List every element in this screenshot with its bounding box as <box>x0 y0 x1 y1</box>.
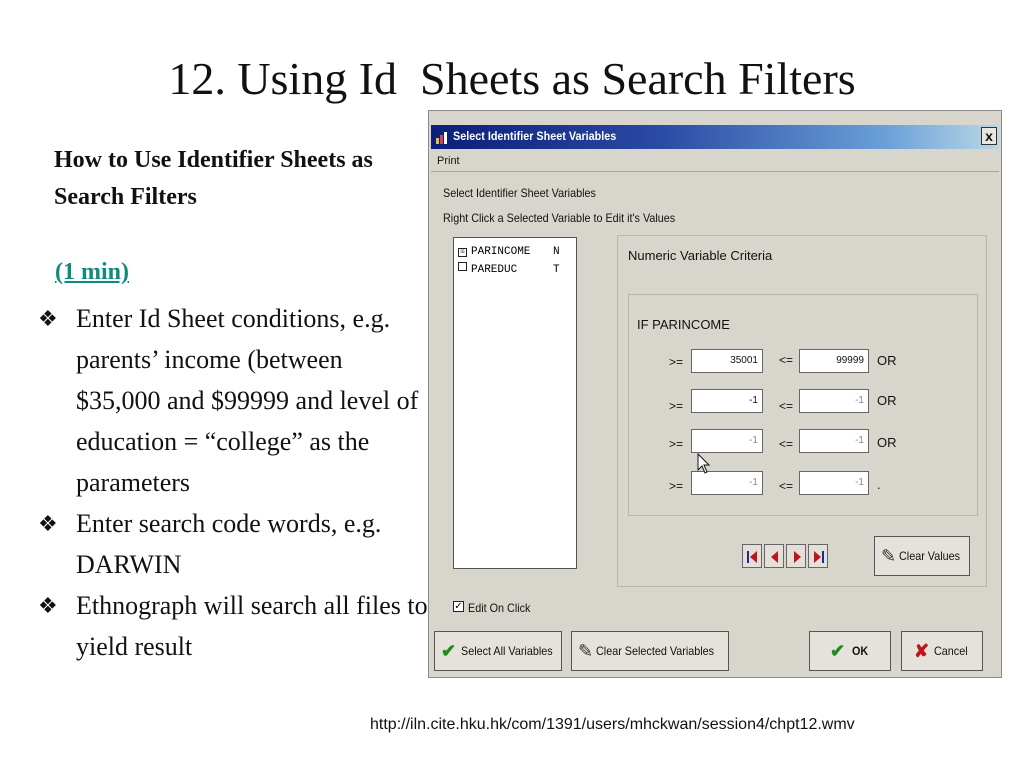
variable-list[interactable] <box>453 237 577 569</box>
last-record-button[interactable] <box>808 544 828 568</box>
checkmark-icon: ✔ <box>830 641 846 661</box>
eraser-pencil-icon: ✎ <box>578 641 594 661</box>
menu-print[interactable]: Print <box>437 155 460 167</box>
bullet-text: Ethnograph will search all files to yield result <box>76 591 428 661</box>
edit-on-click-label[interactable]: Edit On Click <box>468 601 531 615</box>
ge-input[interactable]: 35001 <box>691 349 763 373</box>
bullet-item <box>38 503 433 585</box>
close-icon: x <box>985 128 993 144</box>
source-url[interactable]: http://iln.cite.hku.hk/com/1391/users/mhckwan/session4/chpt12.wmv <box>370 716 855 733</box>
criteria-panel <box>617 235 987 587</box>
le-label: <= <box>779 399 794 413</box>
bullet-text: Enter search code words, e.g. DARWIN <box>76 509 382 579</box>
clear-values-button[interactable] <box>874 536 970 576</box>
le-input[interactable]: -1 <box>799 429 869 453</box>
previous-record-button[interactable] <box>764 544 784 568</box>
bullet-item <box>38 298 433 503</box>
diamond-bullet-icon: ❖ <box>38 511 58 536</box>
clear-selected-button[interactable] <box>571 631 729 671</box>
last-bar-icon <box>822 551 824 563</box>
le-input[interactable]: 99999 <box>799 349 869 373</box>
edit-on-click-checkbox[interactable] <box>453 601 464 612</box>
eraser-pencil-icon: ✎ <box>881 546 897 566</box>
checkmark-icon: ✔ <box>441 641 457 661</box>
variable-name: PAREDUC <box>471 264 518 276</box>
bullet-item <box>38 585 433 667</box>
ge-label: >= <box>669 479 684 493</box>
variable-name: PARINCOME <box>471 246 531 258</box>
variable-type: T <box>553 264 560 276</box>
criteria-title: Numeric Variable Criteria <box>628 248 773 263</box>
previous-arrow-icon <box>771 551 778 563</box>
diamond-bullet-icon: ❖ <box>38 306 58 331</box>
conj-label: OR <box>877 353 897 368</box>
checkmark-icon: ✓ <box>454 601 463 612</box>
le-label: <= <box>779 479 794 493</box>
close-button[interactable] <box>981 127 997 145</box>
le-label: <= <box>779 353 794 367</box>
clear-values-label: Clear Values <box>899 549 961 563</box>
cancel-button[interactable] <box>901 631 983 671</box>
slide-heading: How to Use Identifier Sheets as Search Filters <box>54 147 373 210</box>
bullet-text: Enter Id Sheet conditions, e.g. parents’ income (between $35,000 and $99999 and level of education = “college” as the parameters <box>76 304 419 497</box>
bullet-list <box>38 298 433 667</box>
ge-label: >= <box>669 355 684 369</box>
variable-checkbox[interactable] <box>458 262 467 271</box>
cancel-label: Cancel <box>934 644 968 658</box>
variable-type: N <box>553 246 560 258</box>
clear-selected-label: Clear Selected Variables <box>596 644 715 658</box>
ge-input[interactable]: -1 <box>691 429 763 453</box>
list-item[interactable] <box>458 262 560 276</box>
dialog-title: Select Identifier Sheet Variables <box>453 129 617 143</box>
le-label: <= <box>779 437 794 451</box>
instruction-select: Select Identifier Sheet Variables <box>443 186 596 200</box>
first-bar-icon <box>747 551 749 563</box>
mouse-cursor-icon <box>697 453 711 475</box>
last-arrow-icon <box>814 551 821 563</box>
instruction-right-click: Right Click a Selected Variable to Edit it's Values <box>443 211 676 225</box>
ok-button[interactable] <box>809 631 891 671</box>
ge-label: >= <box>669 437 684 451</box>
le-input[interactable]: -1 <box>799 389 869 413</box>
next-record-button[interactable] <box>786 544 806 568</box>
ge-label: >= <box>669 399 684 413</box>
conj-label: . <box>877 477 881 492</box>
ok-label: OK <box>852 644 869 658</box>
conj-label: OR <box>877 393 897 408</box>
slide-title: 12. Using Id Sheets as Search Filters <box>168 53 856 104</box>
variable-checkbox[interactable]: ☒ <box>458 248 467 257</box>
if-variable-label: IF PARINCOME <box>637 317 730 332</box>
criteria-groupbox <box>628 294 978 516</box>
dialog-titlebar[interactable] <box>431 125 999 149</box>
select-variables-dialog <box>428 110 1002 678</box>
ge-input[interactable]: -1 <box>691 389 763 413</box>
duration-link[interactable]: (1 min) <box>55 259 129 285</box>
le-input[interactable]: -1 <box>799 471 869 495</box>
select-all-label: Select All Variables <box>461 644 553 658</box>
conj-label: OR <box>877 435 897 450</box>
ge-input[interactable]: -1 <box>691 471 763 495</box>
title-app-icon <box>435 129 449 145</box>
select-all-button[interactable] <box>434 631 562 671</box>
first-record-button[interactable] <box>742 544 762 568</box>
diamond-bullet-icon: ❖ <box>38 593 58 618</box>
list-item[interactable] <box>458 246 560 260</box>
cancel-x-icon: ✘ <box>914 641 930 661</box>
first-arrow-icon <box>750 551 757 563</box>
menu-bar <box>431 151 999 172</box>
next-arrow-icon <box>794 551 801 563</box>
